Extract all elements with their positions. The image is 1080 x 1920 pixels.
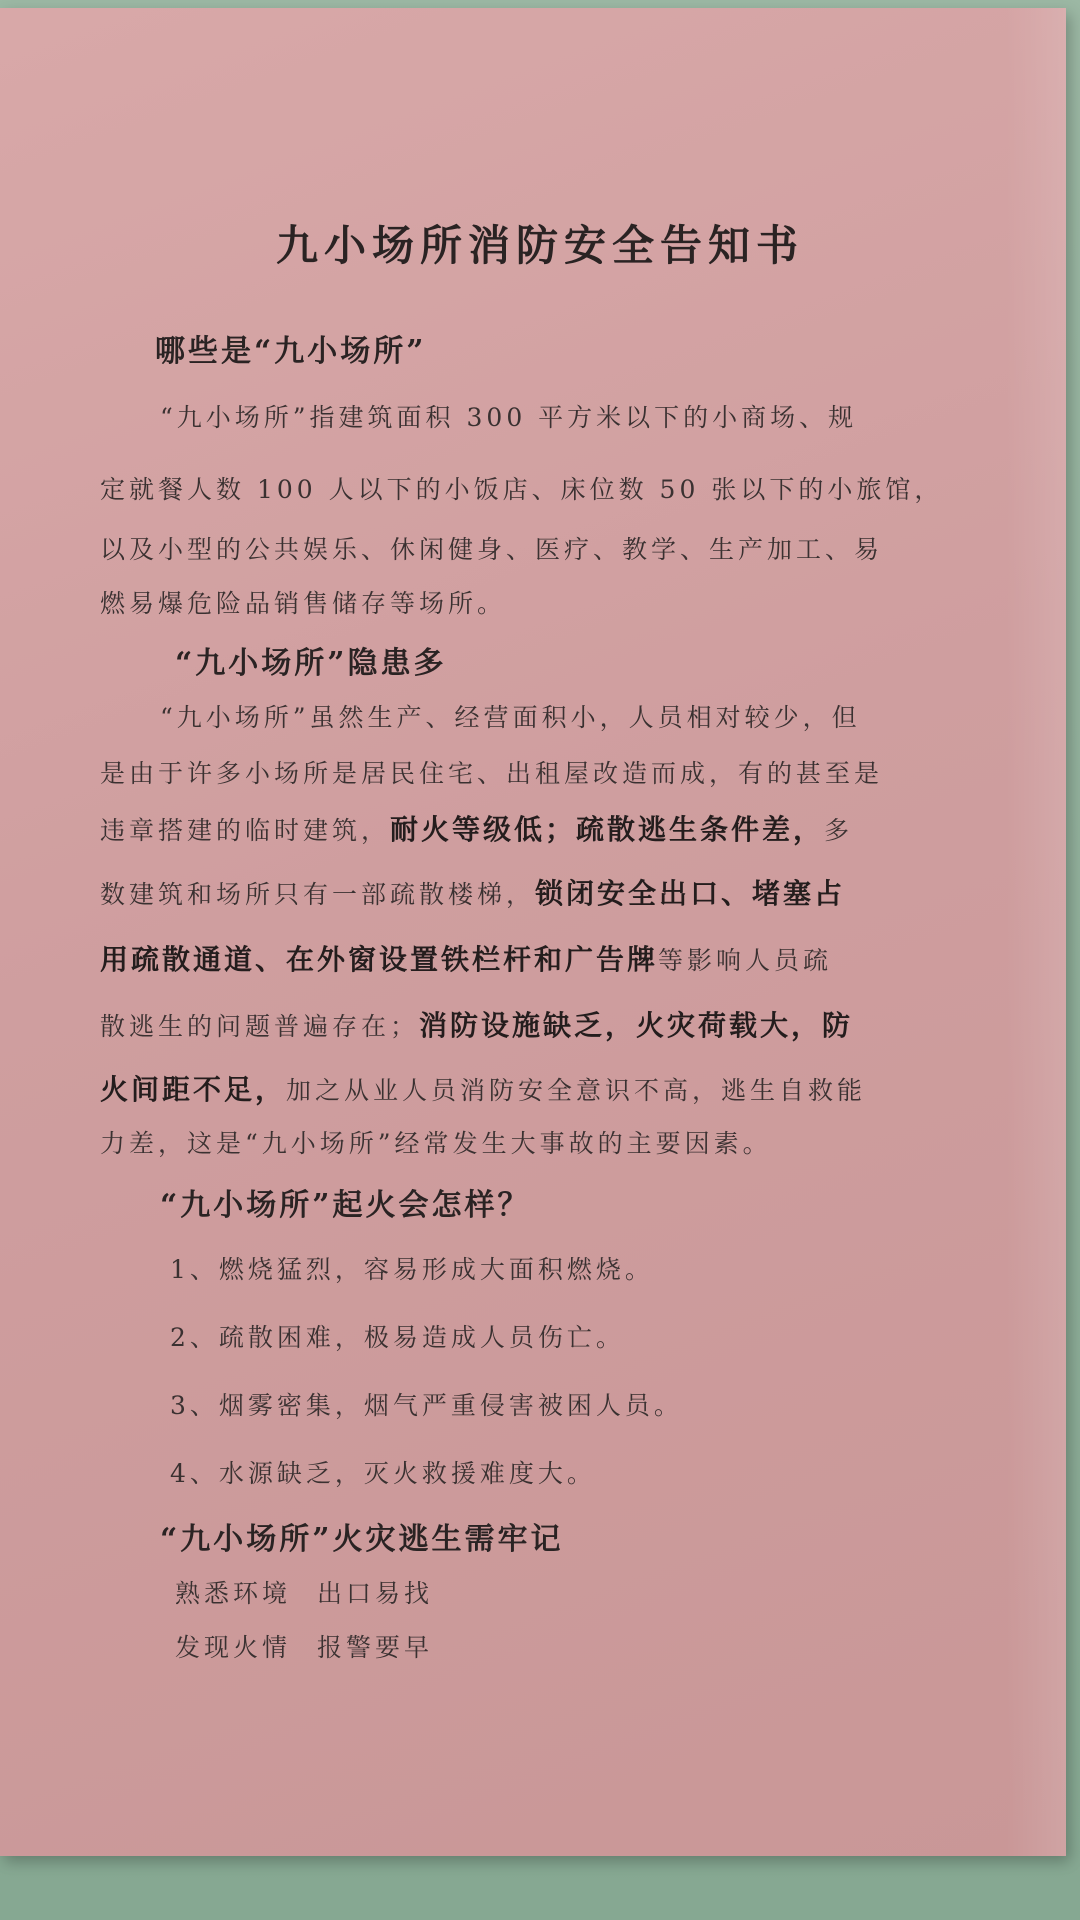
risk-item-2: 2、疏散困难，极易造成人员伤亡。 [170, 1323, 625, 1352]
section2-line-7-emphasis: 火间距不足， [100, 1073, 287, 1106]
section2-line-5-text-b: 等影响人员疏 [658, 946, 833, 975]
section2-line-7-text-b: 加之从业人员消防安全意识不高，逃生自救能 [286, 1076, 867, 1105]
section2-line-3-text-c: 多 [824, 816, 854, 845]
escape-tip-2-part-b: 报警要早 [317, 1633, 434, 1662]
risk-item-3: 3、烟雾密集，烟气严重侵害被困人员。 [170, 1391, 683, 1420]
escape-tip-1-part-b: 出口易找 [317, 1579, 434, 1608]
escape-tip-1 [175, 1574, 433, 1610]
section1-line-4: 燃易爆危险品销售储存等场所。 [100, 589, 507, 618]
escape-tip-2-part-a: 发现火情 [175, 1633, 292, 1662]
risk-item-4: 4、水源缺乏，灭火救援难度大。 [170, 1459, 596, 1488]
section2-line-5-emphasis: 用疏散通道、在外窗设置铁栏杆和广告牌 [100, 943, 659, 976]
section2-line-7 [100, 1068, 866, 1108]
section3-heading: “九小场所”起火会怎样？ [160, 1188, 531, 1223]
section2-heading: “九小场所”隐患多 [175, 646, 447, 681]
escape-tip-2 [175, 1628, 433, 1664]
risk-item-1: 1、燃烧猛烈，容易形成大面积燃烧。 [170, 1255, 654, 1284]
section2-line-3-emphasis: 耐火等级低；疏散逃生条件差， [390, 813, 825, 846]
section2-line-5 [100, 938, 832, 978]
section2-line-4 [100, 872, 845, 912]
notice-paper [0, 8, 1066, 1856]
section1-line-3: 以及小型的公共娱乐、休闲健身、医疗、教学、生产加工、易 [100, 535, 884, 564]
section2-line-4-text-a: 数建筑和场所只有一部疏散楼梯， [100, 880, 536, 909]
section2-line-3 [100, 808, 853, 848]
section2-line-4-emphasis: 锁闭安全出口、堵塞占 [535, 877, 846, 910]
section2-line-3-text-a: 违章搭建的临时建筑， [100, 816, 391, 845]
section2-line-2: 是由于许多小场所是居民住宅、出租屋改造而成，有的甚至是 [100, 759, 884, 788]
section4-heading: “九小场所”火灾逃生需牢记 [160, 1522, 564, 1557]
section1-line-1: “九小场所”指建筑面积 300 平方米以下的小商场、规 [160, 403, 858, 432]
section2-line-6-emphasis: 消防设施缺乏，火灾荷载大，防 [419, 1009, 854, 1042]
section2-line-6 [100, 1004, 853, 1044]
section2-line-8: 力差，这是“九小场所”经常发生大事故的主要因素。 [100, 1129, 772, 1158]
escape-tip-1-part-a: 熟悉环境 [175, 1579, 292, 1608]
section2-line-1: “九小场所”虽然生产、经营面积小，人员相对较少，但 [160, 703, 861, 732]
section1-heading: 哪些是“九小场所” [155, 334, 427, 369]
section2-line-6-text-a: 散逃生的问题普遍存在； [100, 1012, 420, 1041]
section1-line-2: 定就餐人数 100 人以下的小饭店、床位数 50 张以下的小旅馆， [100, 475, 944, 504]
document-title: 九小场所消防安全告知书 [275, 221, 804, 270]
